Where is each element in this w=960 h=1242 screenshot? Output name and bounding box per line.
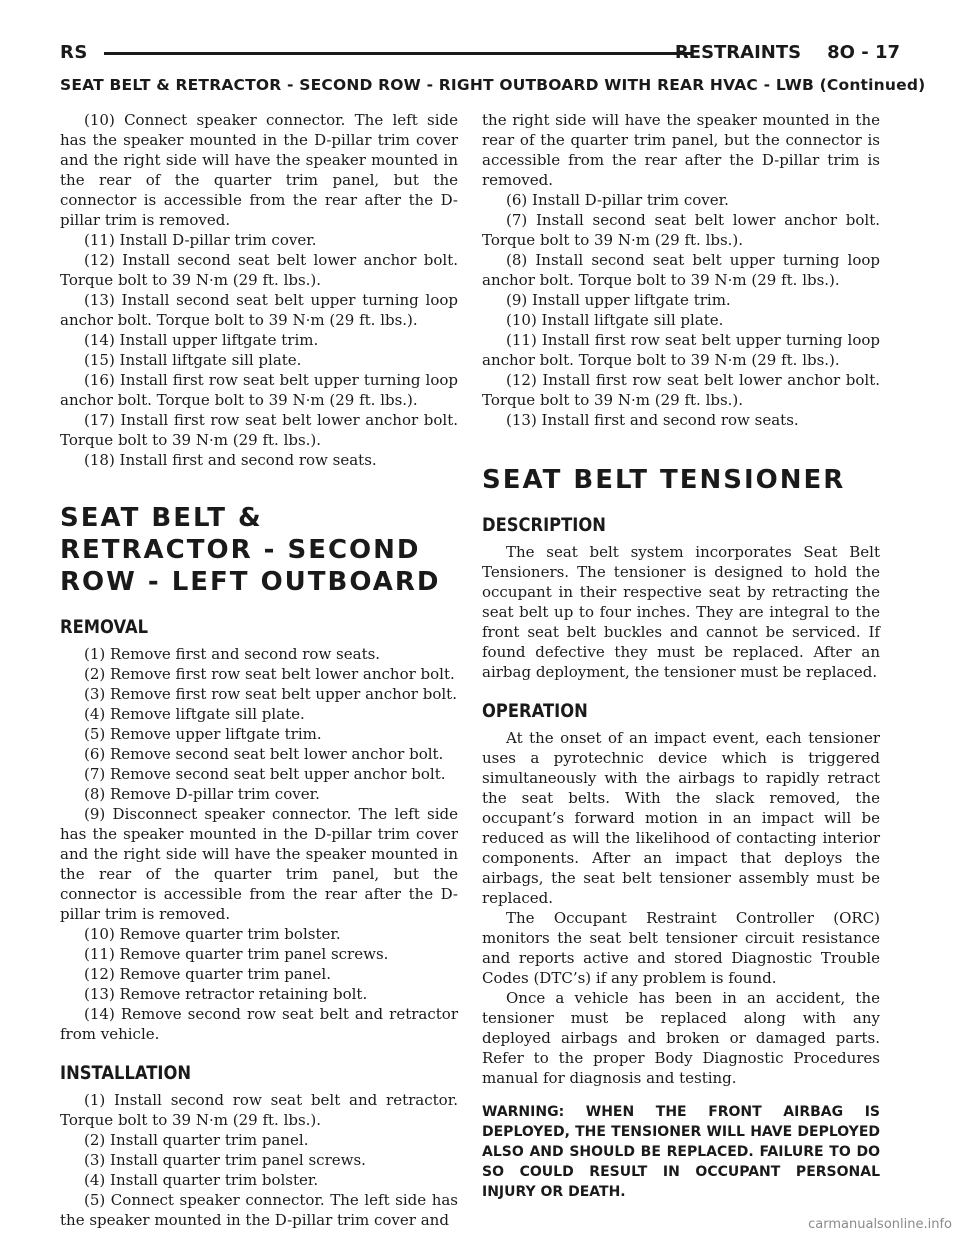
step: (11) Install first row seat belt upper turning loop anchor bolt. Torque bolt to 39 N·m (29 ft. lbs.). [482,331,880,369]
step: (6) Install D-pillar trim cover. [506,191,729,209]
header-page-number: 8O - 17 [827,42,900,63]
step: (4) Remove liftgate sill plate. [84,705,305,723]
step: (16) Install first row seat belt upper turning loop anchor bolt. Torque bolt to 39 N·m (29 ft. lbs.). [60,371,458,409]
operation-paragraph: At the onset of an impact event, each tensioner uses a pyrotechnic device which is triggered simultaneously with the airbags to rapidly retract the seat belts. With the slack removed, the occupant’s forward motion in an impact will be reduced as will the likelihood of contacting interior components. After an impact that deploys the airbags, the seat belt tensioner assembly must be replaced. [482,729,880,907]
left-column [60,110,458,1230]
step: (12) Remove quarter trim panel. [84,965,331,983]
header-rule [104,52,692,55]
step: (13) Remove retractor retaining bolt. [84,985,368,1003]
installation-steps [60,1090,458,1230]
installation-heading: INSTALLATION [60,1062,192,1084]
step: (11) Remove quarter trim panel screws. [84,945,389,963]
step: (3) Remove first row seat belt upper anchor bolt. [84,685,457,703]
right-column [482,110,880,1202]
header-model-code: RS [60,42,88,63]
section-title-left-outboard: SEAT BELT & RETRACTOR - SECOND ROW - LEFT OUTBOARD [60,503,441,597]
warning-notice: WARNING: WHEN THE FRONT AIRBAG IS DEPLOYED, THE TENSIONER WILL HAVE DEPLOYED ALSO AND SHOULD BE REPLACED. FAILURE TO DO SO COULD RESULT IN OCCUPANT PERSONAL INJURY OR DEATH. [482,1104,880,1200]
step: (5) Connect speaker connector. The left side has the speaker mounted in the D-pillar trim cover and [60,1191,458,1229]
step: (4) Install quarter trim bolster. [84,1171,319,1189]
step: (1) Install second row seat belt and retractor. Torque bolt to 39 N·m (29 ft. lbs.). [60,1091,458,1129]
step: (7) Remove second seat belt upper anchor bolt. [84,765,446,783]
description-heading: DESCRIPTION [482,514,606,536]
step: (9) Install upper liftgate trim. [506,291,731,309]
header-section: RESTRAINTS [674,42,802,63]
step: (12) Install first row seat belt lower anchor bolt. Torque bolt to 39 N·m (29 ft. lbs.). [482,371,880,409]
removal-steps [60,644,458,1044]
intro-steps [60,110,458,470]
step: (12) Install second seat belt lower anchor bolt. Torque bolt to 39 N·m (29 ft. lbs.). [60,251,458,289]
step: (3) Install quarter trim panel screws. [84,1151,366,1169]
installation-steps-continued [482,110,880,430]
step: (9) Disconnect speaker connector. The left side has the speaker mounted in the D-pillar trim cover and the right side will have the speaker mounted in the rear of the quarter trim panel, but the connector is accessible from the rear after the D-pillar trim is removed. [60,805,458,923]
step: (14) Install upper liftgate trim. [84,331,319,349]
header-right [675,42,900,63]
page-header [60,42,900,64]
step: (5) Remove upper liftgate trim. [84,725,322,743]
step: (15) Install liftgate sill plate. [84,351,302,369]
section-title-tensioner: SEAT BELT TENSIONER [482,465,846,495]
step: (10) Remove quarter trim bolster. [84,925,341,943]
step: (2) Install quarter trim panel. [84,1131,309,1149]
operation-heading: OPERATION [482,700,588,722]
step: (8) Remove D-pillar trim cover. [84,785,320,803]
step: (13) Install first and second row seats. [506,411,799,429]
step: (18) Install first and second row seats. [84,451,377,469]
step: (17) Install first row seat belt lower anchor bolt. Torque bolt to 39 N·m (29 ft. lbs.). [60,411,458,449]
step: (6) Remove second seat belt lower anchor bolt. [84,745,444,763]
step: (7) Install second seat belt lower anchor bolt. Torque bolt to 39 N·m (29 ft. lbs.). [482,211,880,249]
step: (2) Remove first row seat belt lower anchor bolt. [84,665,455,683]
step: (11) Install D-pillar trim cover. [84,231,317,249]
step: (8) Install second seat belt upper turning loop anchor bolt. Torque bolt to 39 N·m (29 ft. lbs.). [482,251,880,289]
removal-heading: REMOVAL [60,616,149,638]
step: (14) Remove second row seat belt and retractor from vehicle. [60,1005,458,1043]
operation-paragraph: Once a vehicle has been in an accident, the tensioner must be replaced along with any deployed airbags and broken or damaged parts. Refer to the proper Body Diagnostic Procedures manual for diagnosis and testing. [482,989,880,1087]
step: (10) Install liftgate sill plate. [506,311,724,329]
watermark-link[interactable]: carmanualsonline.info [808,1217,952,1232]
step: (1) Remove first and second row seats. [84,645,381,663]
step: (13) Install second seat belt upper turning loop anchor bolt. Torque bolt to 39 N·m (29 ft. lbs.). [60,291,458,329]
description-paragraph: The seat belt system incorporates Seat Belt Tensioners. The tensioner is designed to hold the occupant in their respective seat by retracting the seat belt up to four inches. They are integral to the front seat belt buckles and cannot be serviced. If found defective they must be replaced. After an airbag deployment, the tensioner must be replaced. [482,543,880,681]
step: (10) Connect speaker connector. The left side has the speaker mounted in the D-pillar trim cover and the right side will have the speaker mounted in the rear of the quarter trim panel, but the connector is accessible from the rear after the D-pillar trim is removed. [60,111,458,229]
operation-paragraph: The Occupant Restraint Controller (ORC) monitors the seat belt tensioner circuit resistance and reports active and stored Diagnostic Trouble Codes (DTC’s) if any problem is found. [482,909,880,987]
running-subheader: SEAT BELT & RETRACTOR - SECOND ROW - RIGHT OUTBOARD WITH REAR HVAC - LWB (Continued) [60,76,926,94]
step-continuation: the right side will have the speaker mounted in the rear of the quarter trim panel, but the connector is accessible from the rear after the D-pillar trim is removed. [482,111,880,189]
